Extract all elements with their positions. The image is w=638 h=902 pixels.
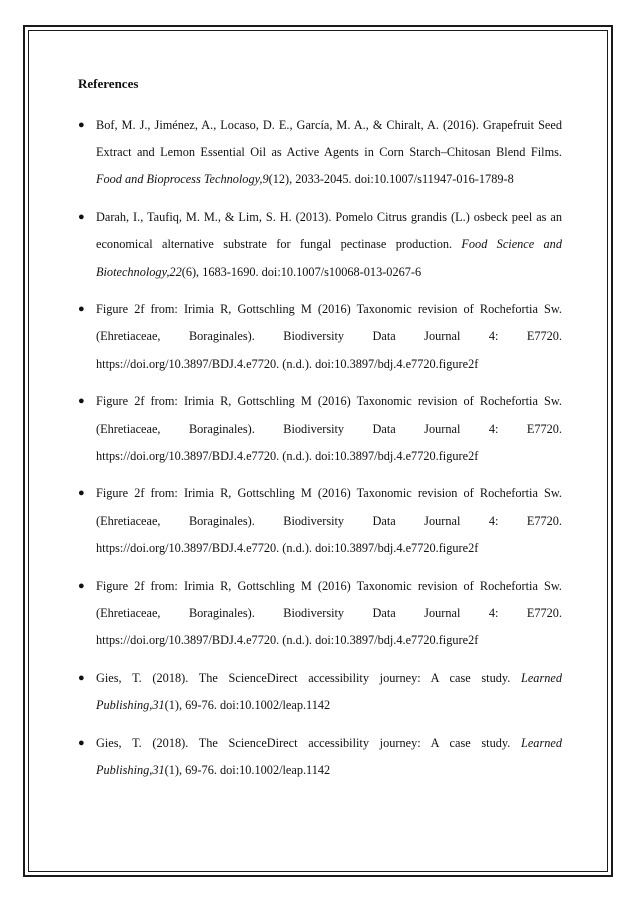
bullet-icon: ● bbox=[78, 579, 85, 592]
reference-item bbox=[78, 730, 562, 784]
reference-text: Bof, M. J., Jiménez, A., Locaso, D. E., García, M. A., & Chiralt, A. (2016). Grapefruit Seed Extract and Lemon Essential Oil as Active Agents in Corn Starch–Chitosan Blend Films. bbox=[96, 118, 562, 160]
references-heading: References bbox=[78, 76, 139, 91]
reference-item bbox=[78, 296, 562, 378]
reference-item bbox=[78, 112, 562, 194]
reference-source: Learned Publishing,31 bbox=[96, 735, 562, 777]
reference-text: Figure 2f from: Irimia R, Gottschling M (2016) Taxonomic revision of Rochefortia Sw. (Ehretiaceae, Boraginales). Biodiversity Data Journal 4: E7720. https://doi.org/10.3897/BDJ.4.e7720. (n.d.). doi:10.3897/bdj.4.e7720.figure2f bbox=[96, 302, 562, 371]
reference-details: (6), 1683-1690. doi:10.1007/s10068-013-0267-6 bbox=[181, 264, 422, 279]
reference-text: Figure 2f from: Irimia R, Gottschling M (2016) Taxonomic revision of Rochefortia Sw. (Ehretiaceae, Boraginales). Biodiversity Data Journal 4: E7720. https://doi.org/10.3897/BDJ.4.e7720. (n.d.). doi:10.3897/bdj.4.e7720.figure2f bbox=[96, 578, 562, 647]
reference-source: Learned Publishing,31 bbox=[96, 670, 562, 712]
page-content bbox=[78, 76, 562, 794]
reference-text: Figure 2f from: Irimia R, Gottschling M (2016) Taxonomic revision of Rochefortia Sw. (Ehretiaceae, Boraginales). Biodiversity Data Journal 4: E7720. https://doi.org/10.3897/BDJ.4.e7720. (n.d.). doi:10.3897/bdj.4.e7720.figure2f bbox=[96, 486, 562, 555]
bullet-icon: ● bbox=[78, 736, 85, 749]
bullet-icon: ● bbox=[78, 487, 85, 500]
bullet-icon: ● bbox=[78, 303, 85, 316]
reference-text: Gies, T. (2018). The ScienceDirect accessibility journey: A case study. bbox=[96, 735, 521, 750]
reference-source: Food and Bioprocess Technology,9 bbox=[96, 172, 269, 187]
reference-text: Darah, I., Taufiq, M. M., & Lim, S. H. (2013). Pomelo Citrus grandis (L.) osbeck peel as an economical alternative substrate for fungal pectinase production. bbox=[96, 210, 562, 252]
bullet-icon: ● bbox=[78, 211, 85, 224]
reference-list bbox=[78, 112, 562, 784]
reference-item bbox=[78, 480, 562, 562]
bullet-icon: ● bbox=[78, 395, 85, 408]
reference-item bbox=[78, 573, 562, 655]
reference-text: Gies, T. (2018). The ScienceDirect accessibility journey: A case study. bbox=[96, 670, 521, 685]
reference-item bbox=[78, 204, 562, 286]
reference-item bbox=[78, 665, 562, 719]
reference-details: (12), 2033-2045. doi:10.1007/s11947-016-1789-8 bbox=[268, 172, 514, 187]
bullet-icon: ● bbox=[78, 671, 85, 684]
reference-text: Figure 2f from: Irimia R, Gottschling M (2016) Taxonomic revision of Rochefortia Sw. (Ehretiaceae, Boraginales). Biodiversity Data Journal 4: E7720. https://doi.org/10.3897/BDJ.4.e7720. (n.d.). doi:10.3897/bdj.4.e7720.figure2f bbox=[96, 394, 562, 463]
reference-details: (1), 69-76. doi:10.1002/leap.1142 bbox=[164, 697, 331, 712]
bullet-icon: ● bbox=[78, 119, 85, 131]
reference-source: Food Science and Biotechnology,22 bbox=[96, 237, 562, 279]
reference-details: (1), 69-76. doi:10.1002/leap.1142 bbox=[164, 762, 331, 777]
reference-item bbox=[78, 388, 562, 470]
